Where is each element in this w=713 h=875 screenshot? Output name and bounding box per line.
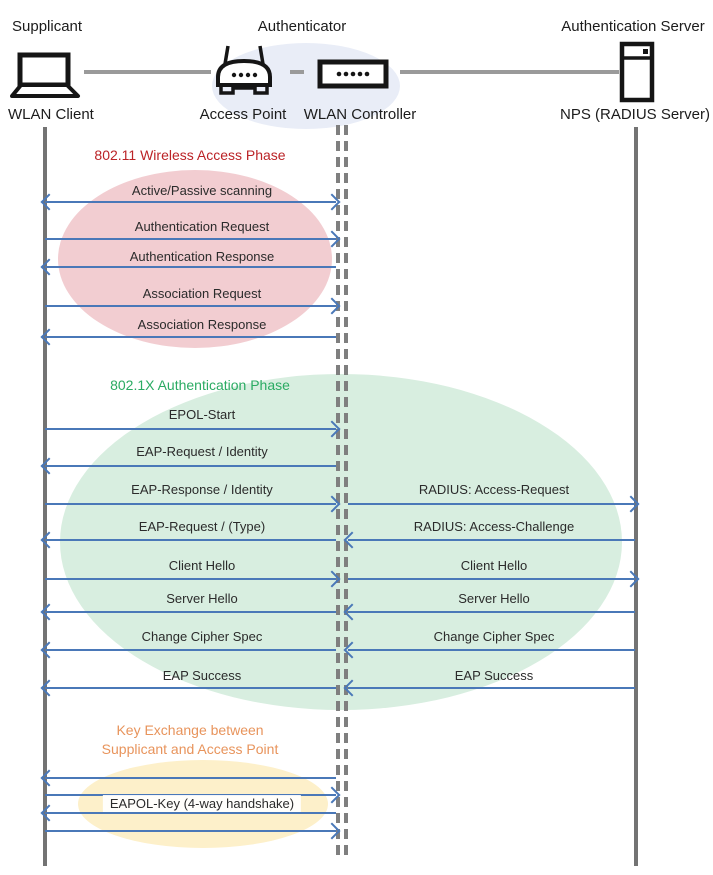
message-label: Authentication Request bbox=[134, 219, 270, 234]
controller-icon bbox=[317, 59, 389, 89]
message-arrow bbox=[348, 539, 635, 541]
message-label: Association Response bbox=[137, 317, 267, 332]
message-arrow bbox=[348, 611, 635, 613]
server-lifeline bbox=[634, 127, 638, 866]
message-arrow bbox=[45, 830, 336, 832]
message-arrow bbox=[45, 503, 336, 505]
connector-client-ap bbox=[84, 70, 211, 74]
laptop-icon bbox=[8, 52, 84, 100]
role-authenticator: Authenticator bbox=[257, 18, 347, 35]
phase3-title-line2: Supplicant and Access Point bbox=[101, 741, 279, 757]
role-authentication-server: Authentication Server bbox=[561, 18, 705, 35]
phase3-title-line1: Key Exchange between bbox=[116, 722, 264, 738]
message-arrow bbox=[45, 428, 336, 430]
message-arrow bbox=[45, 812, 336, 814]
message-arrow bbox=[45, 238, 336, 240]
message-label: Server Hello bbox=[166, 591, 238, 606]
message-label: EPOL-Start bbox=[168, 407, 236, 422]
message-label: EAP-Response / Identity bbox=[131, 482, 273, 497]
message-label: Active/Passive scanning bbox=[131, 183, 273, 198]
message-arrow bbox=[45, 201, 336, 203]
role-supplicant: Supplicant bbox=[12, 18, 83, 35]
message-arrow bbox=[45, 687, 336, 689]
connector-ap-controller bbox=[290, 70, 304, 74]
message-label: Client Hello bbox=[168, 558, 236, 573]
message-arrow bbox=[348, 687, 635, 689]
message-label: EAP Success bbox=[162, 668, 242, 683]
message-arrow bbox=[45, 266, 336, 268]
authenticator-lifeline-dash-2 bbox=[344, 125, 348, 858]
dot1x-auth-phase-ellipse bbox=[60, 374, 622, 710]
message-arrow bbox=[45, 465, 336, 467]
message-label: Association Request bbox=[142, 286, 262, 301]
message-arrow bbox=[45, 305, 336, 307]
message-arrow bbox=[45, 777, 336, 779]
message-label: Client Hello bbox=[460, 558, 528, 573]
phase1-title: 802.11 Wireless Access Phase bbox=[94, 147, 286, 163]
phase2-title: 802.1X Authentication Phase bbox=[110, 377, 290, 393]
message-arrow bbox=[45, 539, 336, 541]
device-wlan-controller: WLAN Controller bbox=[303, 106, 417, 123]
device-nps-radius-server: NPS (RADIUS Server) bbox=[559, 106, 711, 123]
message-arrow bbox=[348, 503, 635, 505]
device-access-point: Access Point bbox=[199, 106, 287, 123]
wireless-router-icon bbox=[211, 44, 277, 98]
phase3-title bbox=[102, 721, 279, 759]
message-label: Server Hello bbox=[458, 591, 530, 606]
message-label: EAP-Request / Identity bbox=[136, 444, 268, 459]
server-icon bbox=[619, 41, 655, 103]
message-label: EAP-Request / (Type) bbox=[138, 519, 266, 534]
message-arrow bbox=[45, 649, 336, 651]
message-label: RADIUS: Access-Request bbox=[418, 482, 570, 497]
message-label: RADIUS: Access-Challenge bbox=[413, 519, 575, 534]
message-arrow bbox=[45, 578, 336, 580]
device-wlan-client: WLAN Client bbox=[8, 106, 94, 123]
message-label: EAPOL-Key (4-way handshake) bbox=[103, 795, 301, 812]
message-arrow bbox=[45, 611, 336, 613]
message-arrow bbox=[348, 578, 635, 580]
message-label: Change Cipher Spec bbox=[433, 629, 555, 644]
connector-controller-server bbox=[400, 70, 619, 74]
message-label: EAP Success bbox=[454, 668, 534, 683]
message-label: Authentication Response bbox=[129, 249, 275, 264]
message-arrow bbox=[348, 649, 635, 651]
message-label: Change Cipher Spec bbox=[141, 629, 263, 644]
message-arrow bbox=[45, 336, 336, 338]
